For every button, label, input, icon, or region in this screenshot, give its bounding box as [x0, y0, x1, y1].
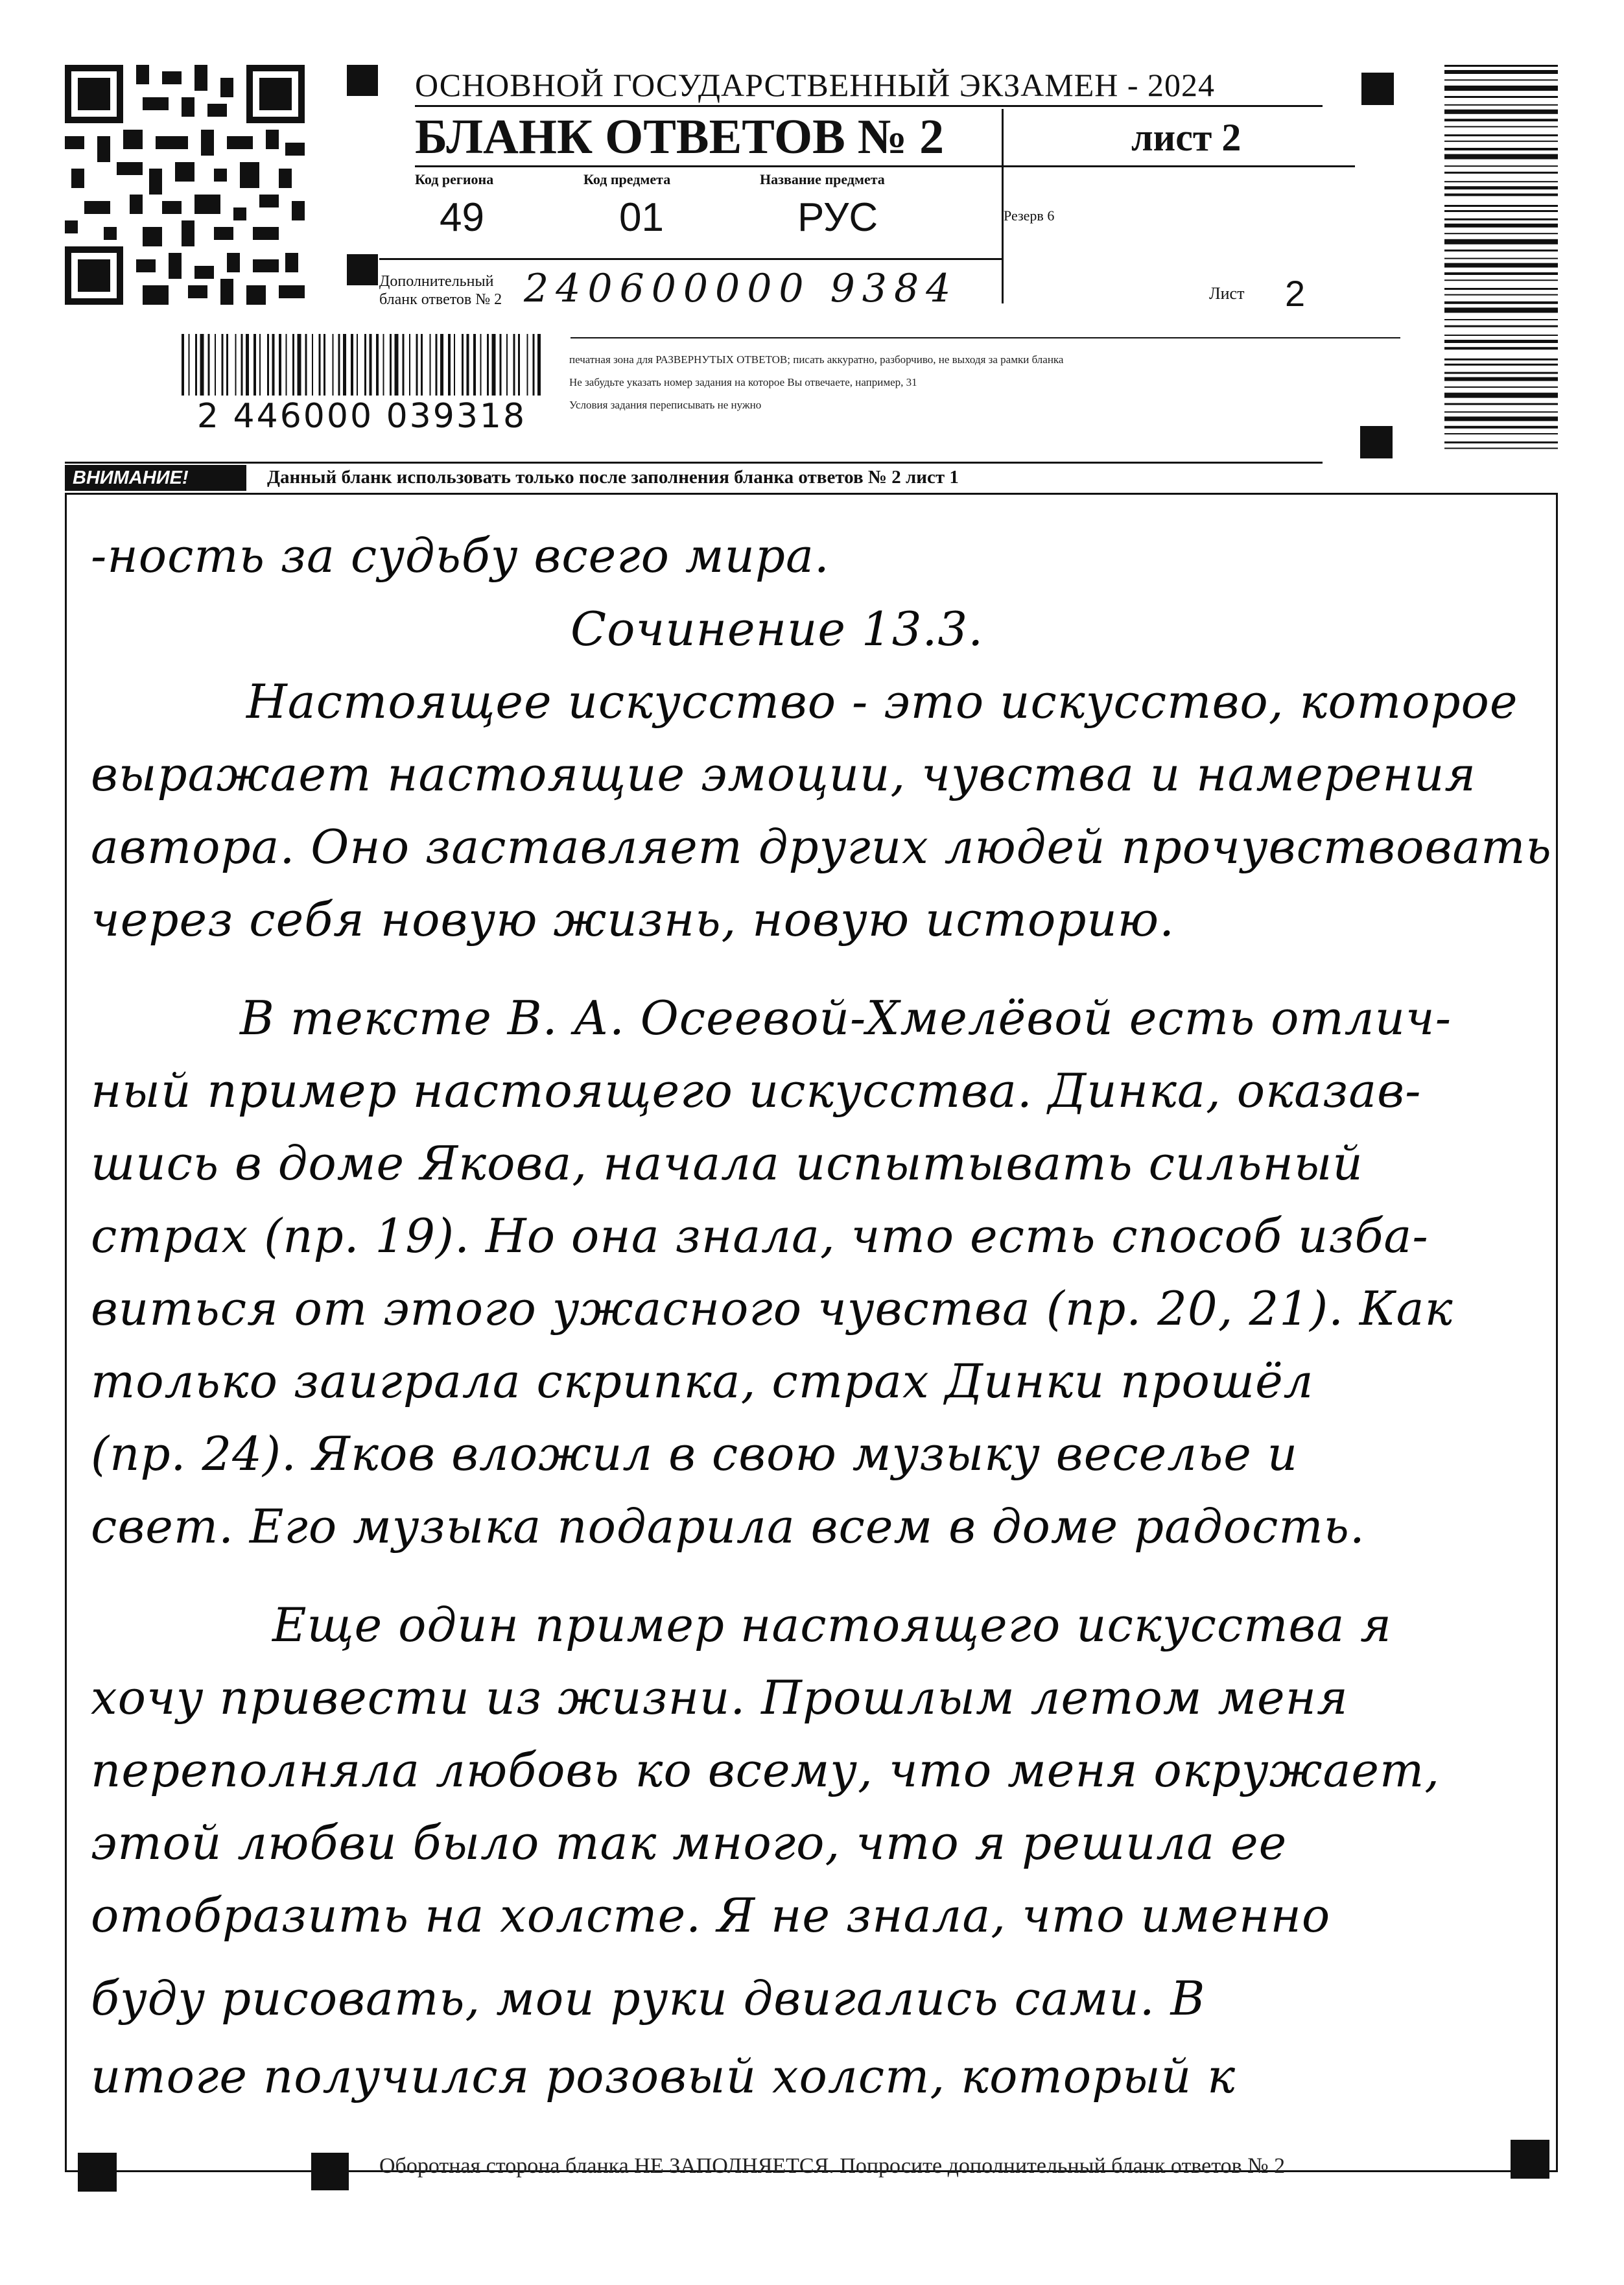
- barcode-bar: [1444, 319, 1558, 320]
- barcode-bar: [338, 334, 340, 396]
- barcode-bar: [1444, 403, 1558, 405]
- barcode-bar: [200, 334, 204, 396]
- barcode-bar: [1444, 411, 1558, 412]
- barcode-bar: [1444, 126, 1558, 127]
- barcode-bar: [1444, 326, 1558, 327]
- header-divider: [1002, 109, 1004, 303]
- barcode-bar: [500, 334, 502, 396]
- barcode-bar: [1444, 148, 1558, 150]
- barcode-bar: [1444, 377, 1558, 381]
- barcode-bar: [208, 334, 210, 396]
- barcode-bar: [1444, 86, 1558, 91]
- region-value: 49: [440, 195, 484, 240]
- barcode-bar: [259, 334, 261, 396]
- warning-text: Данный бланк использовать только после заполнения бланка ответов № 2 лист 1: [267, 467, 959, 488]
- barcode-bar: [319, 334, 321, 396]
- header-rule: [415, 165, 1355, 167]
- barcode-bar: [343, 334, 346, 396]
- barcode-bar: [1444, 347, 1558, 349]
- barcode-bar: [1444, 79, 1558, 80]
- barcode-bar: [480, 334, 482, 396]
- barcode-bar: [370, 334, 372, 396]
- barcode-bar: [1444, 442, 1558, 444]
- exam-title: ОСНОВНОЙ ГОСУДАРСТВЕННЫЙ ЭКЗАМЕН - 2024: [415, 67, 1215, 103]
- reserve-field: Резерв 6: [1004, 207, 1055, 224]
- answer-line: шись в доме Якова, начала испытывать сильный: [91, 1136, 1363, 1190]
- region-label: Код региона: [415, 171, 494, 187]
- barcode-bar: [1444, 335, 1558, 336]
- barcode-bar: [305, 334, 307, 396]
- footer-note: Оборотная сторона бланка НЕ ЗАПОЛНЯЕТСЯ. Попросите дополнительный бланк ответов № 2: [379, 2154, 1286, 2178]
- barcode-bar: [533, 334, 535, 396]
- qr-code: [65, 65, 305, 305]
- barcode-bar: [473, 334, 476, 396]
- barcode-bar: [527, 334, 528, 396]
- barcode-bar: [1444, 359, 1558, 361]
- answer-line: буду рисовать, мои руки двигались сами. В: [91, 1971, 1206, 2026]
- barcode-bar: [1444, 96, 1558, 98]
- barcode-bar: [195, 334, 197, 396]
- barcode-bar: [182, 334, 184, 396]
- answer-line: свет. Его музыка подарила всем в доме радость.: [91, 1499, 1365, 1554]
- barcode-bar: [1444, 134, 1558, 136]
- barcode-bar: [1444, 364, 1558, 366]
- barcode-bar: [226, 334, 228, 396]
- subject-name-label: Название предмета: [760, 171, 885, 187]
- warning-badge: ВНИМАНИЕ!: [65, 465, 246, 491]
- barcode-bar: [1444, 426, 1558, 429]
- barcode-bar: [537, 334, 541, 396]
- barcode-bar: [492, 334, 496, 396]
- list-number: 2: [1285, 273, 1306, 314]
- barcode-bar: [454, 334, 455, 396]
- barcode-bar: [324, 334, 325, 396]
- instruction-line: Не забудьте указать номер задания на которое Вы отвечаете, например, 31: [569, 376, 917, 388]
- barcode-bar: [403, 334, 405, 396]
- answer-line: переполняла любовь ко всему, что меня окружает,: [91, 1743, 1441, 1797]
- header-rule: [379, 258, 1002, 260]
- barcode-bar: [1444, 205, 1558, 207]
- additional-label-line: Дополнительный: [379, 273, 494, 290]
- barcode-bar: [1444, 386, 1558, 388]
- timing-mark: [1361, 73, 1394, 105]
- barcode-bar: [1444, 219, 1558, 220]
- barcode-bar: [1444, 70, 1558, 74]
- barcode-bar: [1444, 288, 1558, 290]
- barcode-bar: [1444, 372, 1558, 374]
- instruction-line: печатная зона для РАЗВЕРНУТЫХ ОТВЕТОВ; писать аккуратно, разборчиво, не выходя за рамки бланка: [569, 353, 1064, 366]
- barcode-bar: [1444, 193, 1558, 196]
- barcode-bar: [462, 334, 464, 396]
- answer-line: В тексте В. А. Осеевой-Хмелёвой есть отлич-: [240, 991, 1452, 1045]
- barcode-bar: [1444, 181, 1558, 182]
- barcode-bar: [364, 334, 366, 396]
- barcode-bar: [246, 334, 249, 396]
- barcode-bar: [1444, 393, 1558, 398]
- answer-line: страх (пр. 19). Но она знала, что есть способ изба-: [91, 1209, 1429, 1263]
- barcode-bar: [518, 334, 520, 396]
- sheet-label: лист 2: [1131, 116, 1242, 159]
- warning-rule: [65, 462, 1323, 464]
- barcode-bar: [1444, 210, 1558, 212]
- barcode-bar: [1444, 279, 1558, 281]
- answer-line: выражает настоящие эмоции, чувства и намерения: [91, 747, 1476, 801]
- barcode-bar: [267, 334, 269, 396]
- answer-line: ный пример настоящего искусства. Динка, оказав-: [91, 1063, 1422, 1118]
- barcode-bar: [241, 334, 243, 396]
- barcode-bar: [513, 334, 515, 396]
- barcode-vertical: [1444, 65, 1558, 454]
- barcode-bar: [1444, 250, 1558, 252]
- barcode-bar: [189, 334, 190, 396]
- barcode-bar: [1444, 165, 1558, 167]
- barcode-bar: [1444, 263, 1558, 268]
- barcode-bar: [1444, 307, 1558, 313]
- barcode-bar: [1444, 416, 1558, 421]
- list-label: Лист: [1209, 284, 1245, 303]
- barcode-bar: [1444, 272, 1558, 275]
- barcode-bar: [1444, 239, 1558, 244]
- subject-code-label: Код предмета: [583, 171, 671, 187]
- barcode-bar: [436, 334, 438, 396]
- answer-line: итоге получился розовый холст, который к: [91, 2049, 1236, 2103]
- barcode-bar: [279, 334, 281, 396]
- barcode-bar: [390, 334, 392, 396]
- barcode-bar: [421, 334, 423, 396]
- barcode-bar: [487, 334, 489, 396]
- answer-line: Еще один пример настоящего искусства я: [272, 1598, 1392, 1652]
- title-rule: [415, 105, 1323, 107]
- additional-form-label: [379, 272, 502, 309]
- subject-code-value: 01: [619, 195, 664, 240]
- answer-line: виться от этого ужасного чувства (пр. 20, 21). Как: [91, 1281, 1453, 1336]
- barcode-bar: [1444, 233, 1558, 234]
- instruction-rule: [571, 337, 1400, 338]
- barcode-bar: [1444, 302, 1558, 304]
- barcode-bar: [383, 334, 384, 396]
- answer-line: Сочинение 13.3.: [571, 602, 984, 656]
- barcode-bar: [1444, 172, 1558, 174]
- barcode-bar: [292, 334, 294, 396]
- barcode-bar: [448, 334, 451, 396]
- additional-label-line: бланк ответов № 2: [379, 291, 502, 308]
- barcode-bar: [1444, 224, 1558, 228]
- answer-line: (пр. 24). Яков вложил в свою музыку веселье и: [91, 1427, 1299, 1481]
- barcode-bar: [1444, 433, 1558, 434]
- answer-line: хочу привести из жизни. Прошлым летом меня: [91, 1670, 1348, 1725]
- barcode-bar: [467, 334, 469, 396]
- barcode-bar: [1444, 258, 1558, 259]
- answer-line: Настоящее искусство - это искусство, которое: [246, 674, 1518, 729]
- barcode-bar: [1444, 119, 1558, 121]
- answer-line: -ность за судьбу всего мира.: [91, 528, 830, 583]
- instruction-line: Условия задания переписывать не нужно: [569, 399, 762, 411]
- barcode-bar: [235, 334, 237, 396]
- form-title: БЛАНК ОТВЕТОВ № 2: [415, 110, 945, 164]
- barcode-bar: [1444, 447, 1558, 449]
- barcode-bar: [409, 334, 410, 396]
- barcode-bar: [357, 334, 358, 396]
- barcode-bar: [272, 334, 275, 396]
- barcode-bar: [298, 334, 301, 396]
- barcode-bar: [312, 334, 313, 396]
- barcode-bar: [333, 334, 334, 396]
- answer-line: отобразить на холсте. Я не знала, что именно: [91, 1888, 1331, 1943]
- answer-line: только заиграла скрипка, страх Динки прошёл: [91, 1354, 1314, 1408]
- additional-form-code: 240600000 9384: [524, 266, 958, 311]
- timing-mark: [347, 65, 378, 96]
- answer-line: автора. Оно заставляет других людей прочувствовать: [91, 820, 1552, 874]
- answer-line: этой любви было так много, что я решила ее: [91, 1816, 1288, 1870]
- barcode-bar: [1444, 141, 1558, 142]
- subject-name-value: РУС: [797, 195, 878, 240]
- barcode-bar: [395, 334, 399, 396]
- barcode-bar: [416, 334, 418, 396]
- barcode-bar: [1444, 104, 1558, 106]
- barcode-bar: [1444, 154, 1558, 160]
- timing-mark: [1360, 426, 1393, 458]
- barcode-bar: [222, 334, 224, 396]
- barcode-bar: [286, 334, 287, 396]
- barcode-bar: [1444, 65, 1558, 67]
- barcode-bar: [253, 334, 256, 396]
- timing-mark: [347, 254, 378, 285]
- barcode-bar: [1444, 110, 1558, 114]
- barcode-bar: [351, 334, 353, 396]
- barcode-bar: [506, 334, 508, 396]
- barcode-bar: [215, 334, 216, 396]
- barcode-bar: [440, 334, 443, 396]
- barcode-bar: [1444, 294, 1558, 296]
- barcode-bar: [1444, 186, 1558, 189]
- barcode-bar: [376, 334, 379, 396]
- barcode-number: 2 446000 039318: [196, 397, 527, 436]
- answer-line: через себя новую жизнь, новую историю.: [91, 892, 1175, 947]
- barcode-bar: [430, 334, 431, 396]
- barcode-bar: [1444, 340, 1558, 343]
